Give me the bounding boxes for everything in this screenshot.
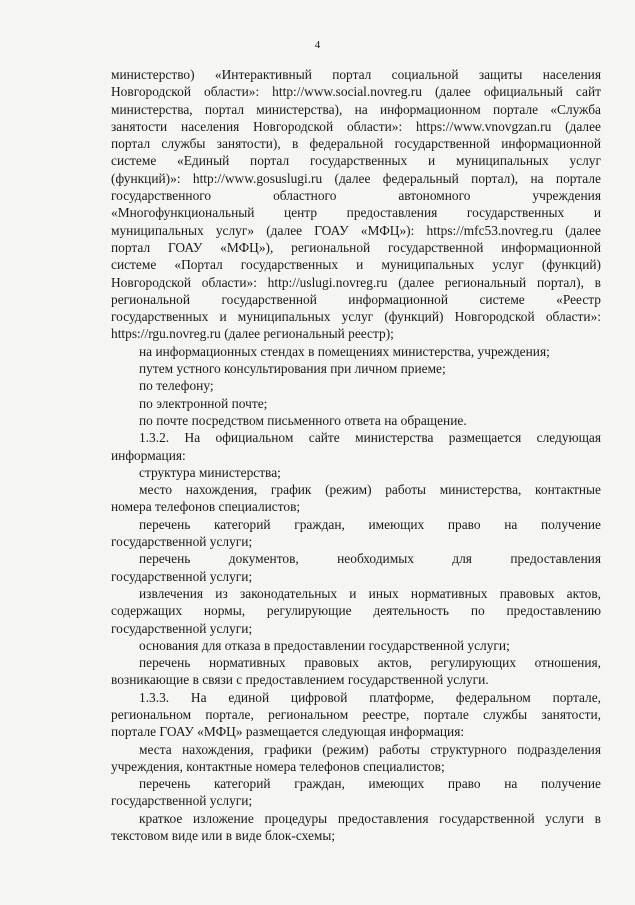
text-line: по почте посредством письменного ответа на обращение. (139, 412, 467, 428)
text-line: «Многофункциональный центр предоставления государственных и (111, 205, 601, 221)
text-line: путем устного консультирования при личном приеме; (139, 361, 446, 377)
text-line: номера телефонов специалистов; (111, 499, 301, 515)
text-line: Новгородской области»: http://www.social.novreg.ru (далее официальный сайт (111, 84, 601, 100)
text-line: государственного областного автономного учреждения (111, 188, 601, 204)
text-line: перечень документов, необходимых для предоставления (139, 551, 601, 567)
page-number: 4 (314, 39, 321, 51)
text-line: 1.3.3. На единой цифровой платформе, федеральном портале, (139, 689, 601, 705)
text-line: по электронной почте; (139, 395, 268, 411)
text-line: (функций)»: http://www.gosuslugi.ru (далее федеральный портал), на портале (111, 170, 601, 186)
text-line: информация: (111, 447, 186, 463)
text-line: государственной услуги; (111, 534, 253, 550)
text-line: Новгородской области»: http://uslugi.novreg.ru (далее региональный портал), в (111, 274, 601, 290)
text-line: региональном портале, региональном реестре, портале службы занятости, (111, 706, 601, 722)
text-line: место нахождения, график (режим) работы министерства, контактные (139, 482, 601, 498)
text-line: учреждения, контактные номера телефонов специалистов; (111, 758, 445, 774)
text-line: муниципальных услуг» (далее ГОАУ «МФЦ»): https://mfc53.novreg.ru (далее (111, 222, 601, 238)
text-line: государственной услуги; (111, 620, 253, 636)
text-line: портал службы занятости), в федеральной государственной информационной (111, 136, 601, 152)
document-body (111, 66, 601, 844)
text-line: краткое изложение процедуры предоставления государственной услуги в (139, 810, 601, 826)
text-line: извлечения из законодательных и иных нормативных правовых актов, (139, 585, 601, 601)
text-line: занятости населения Новгородской области»: https://www.vnovgzan.ru (далее (111, 118, 601, 134)
text-line: перечень категорий граждан, имеющих право на получение (139, 776, 601, 792)
text-line: по телефону; (139, 378, 214, 394)
text-line: региональной государственной информационной системе «Реестр (111, 291, 601, 307)
text-line: государственной услуги; (111, 568, 253, 584)
text-line: основания для отказа в предоставлении государственной услуги; (139, 637, 510, 653)
text-line: портал ГОАУ «МФЦ»), региональной государственной информационной (111, 239, 601, 255)
text-line: на информационных стендах в помещениях министерства, учреждения; (139, 343, 550, 359)
text-line: перечень категорий граждан, имеющих право на получение (139, 516, 601, 532)
text-line: содержащих нормы, регулирующие деятельность по предоставлению (111, 603, 601, 619)
text-line: системе «Единый портал государственных и муниципальных услуг (111, 153, 601, 169)
text-line: министерства, портал министерства), на информационном портале «Служба (111, 101, 601, 117)
text-line: государственных и муниципальных услуг (функций) Новгородской области»: (111, 309, 601, 325)
text-line: текстовом виде или в виде блок-схемы; (111, 828, 336, 844)
text-line: 1.3.2. На официальном сайте министерства размещается следующая (139, 430, 601, 446)
text-line: возникающие в связи с предоставлением государственной услуги. (111, 672, 489, 688)
text-line: места нахождения, графики (режим) работы структурного подразделения (139, 741, 601, 757)
text-line: перечень нормативных правовых актов, регулирующих отношения, (139, 655, 601, 671)
text-line: министерство) «Интерактивный портал социальной защиты населения (111, 67, 601, 82)
text-line: https://rgu.novreg.ru (далее региональный реестр); (111, 326, 394, 342)
text-line: структура министерства; (139, 464, 281, 480)
text-line: государственной услуги; (111, 793, 253, 809)
text-line: портале ГОАУ «МФЦ» размещается следующая информация: (111, 724, 465, 740)
text-line: системе «Портал государственных и муниципальных услуг (функций) (111, 257, 601, 273)
